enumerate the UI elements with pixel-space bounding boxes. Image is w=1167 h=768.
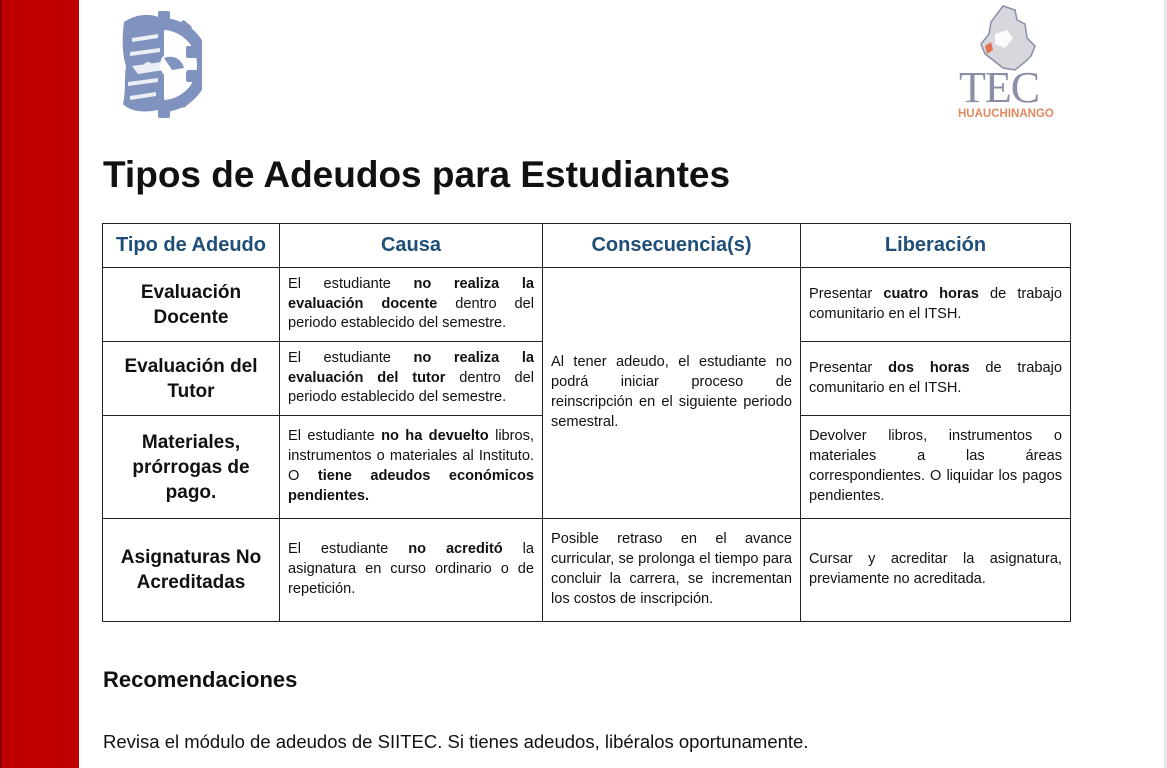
tec-huauchinango-logo [955, 4, 1063, 124]
page-title: Tipos de Adeudos para Estudiantes [103, 154, 731, 195]
cell-cause: El estudiante no realiza la evaluación docente dentro del periodo establecido del semestre. [280, 268, 543, 342]
sidebar-edge-line [0, 0, 2, 768]
cell-release: Presentar dos horas de trabajo comunitario en el ITSH. [801, 342, 1071, 416]
cell-type: Asignaturas No Acreditadas [103, 519, 280, 622]
table-row [103, 268, 1071, 342]
logo-text-huauchinango: HUAUCHINANGO [958, 108, 1054, 120]
table-header-row [103, 224, 1071, 268]
header-causa: Causa [280, 224, 543, 268]
cell-type: Evaluación Docente [103, 268, 280, 342]
cell-type: Evaluación del Tutor [103, 342, 280, 416]
cell-cause: El estudiante no acreditó la asignatura en curso ordinario o de repetición. [280, 519, 543, 622]
cell-consequence: Posible retraso en el avance curricular, se prolonga el tiempo para concluir la carrera, se incrementan los costos de inscripción. [543, 519, 801, 622]
header-tipo-de-adeudo: Tipo de Adeudo [103, 224, 280, 268]
header-liberacion: Liberación [801, 224, 1071, 268]
cell-release: Cursar y acreditar la asignatura, previamente no acreditada. [801, 519, 1071, 622]
cell-cause: El estudiante no ha devuelto libros, instrumentos o materiales al Instituto. O tiene adeudos económicos pendientes. [280, 416, 543, 519]
cell-release: Devolver libros, instrumentos o materiales a las áreas correspondientes. O liquidar los pagos pendientes. [801, 416, 1071, 519]
recommendations-text: Revisa el módulo de adeudos de SIITEC. Si tienes adeudos, libéralos oportunamente. [103, 731, 809, 752]
red-sidebar-band [0, 0, 79, 768]
cell-shared-consequence: Al tener adeudo, el estudiante no podrá iniciar proceso de reinscripción en el siguiente periodo semestral. [543, 268, 801, 519]
table-row [103, 519, 1071, 622]
recommendations-title: Recomendaciones [103, 667, 298, 692]
logo-text-tec: TEC [959, 63, 1040, 112]
header-consecuencias: Consecuencia(s) [543, 224, 801, 268]
debts-table [102, 223, 1071, 622]
cell-cause: El estudiante no realiza la evaluación del tutor dentro del periodo establecido del semestre. [280, 342, 543, 416]
tecnm-eagle-gear-logo [118, 8, 202, 122]
cell-type: Materiales, prórrogas de pago. [103, 416, 280, 519]
cell-release: Presentar cuatro horas de trabajo comunitario en el ITSH. [801, 268, 1071, 342]
